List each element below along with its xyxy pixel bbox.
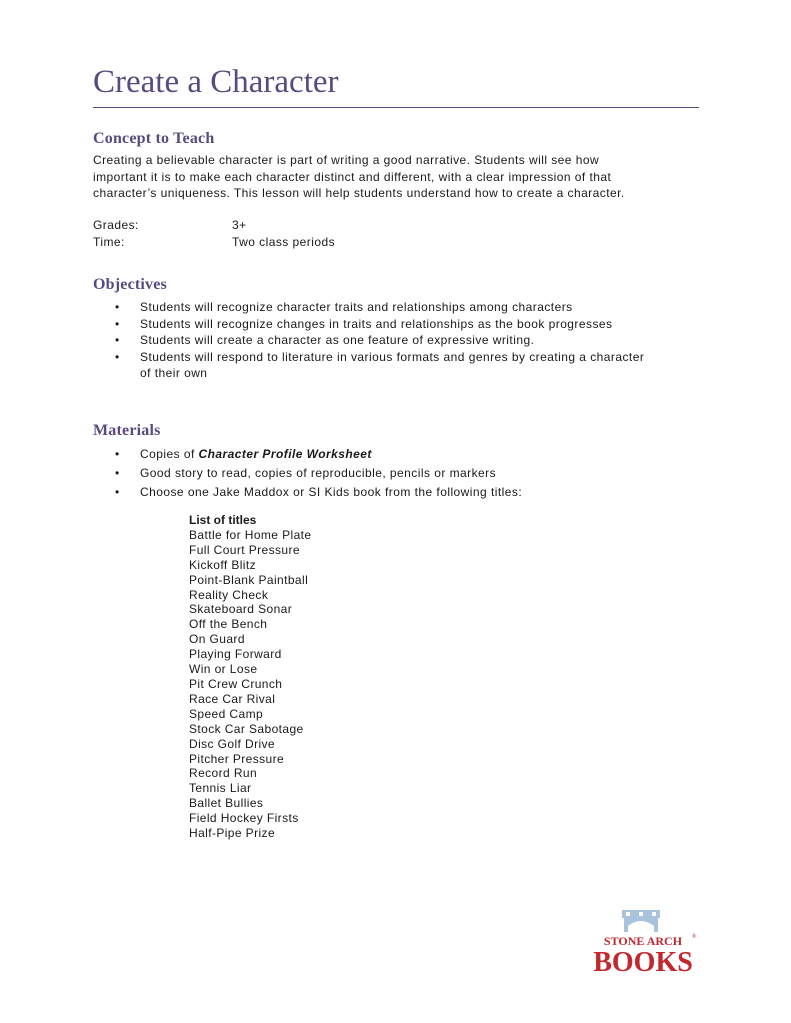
list-item: Playing Forward bbox=[189, 647, 282, 662]
bullet-icon: • bbox=[115, 349, 120, 364]
bullet-icon: • bbox=[115, 333, 120, 347]
bullet-icon: • bbox=[115, 447, 120, 461]
page-title: Create a Character bbox=[93, 64, 339, 100]
list-item: Off the Bench bbox=[189, 617, 268, 632]
grades-value: 3+ bbox=[232, 218, 247, 232]
logo-registered-mark: ® bbox=[691, 934, 697, 940]
list-item: • Choose one Jake Maddox or SI Kids book from the following titles: bbox=[93, 483, 713, 502]
materials-heading: Materials bbox=[93, 422, 161, 439]
materials-list bbox=[93, 445, 713, 501]
objectives-list bbox=[93, 299, 713, 382]
list-item: • Students will respond to literature in various formats and genres by creating a character of their own bbox=[115, 349, 645, 380]
concept-line: character’s uniqueness. This lesson will help students understand how to create a character. bbox=[93, 186, 625, 200]
objectives-heading: Objectives bbox=[93, 276, 167, 293]
list-item: • Good story to read, copies of reproducible, pencils or markers bbox=[93, 464, 713, 483]
time-value: Two class periods bbox=[232, 235, 336, 249]
list-item: Point-Blank Paintball bbox=[189, 572, 309, 587]
list-item: Full Court Pressure bbox=[189, 542, 300, 557]
bullet-icon: • bbox=[115, 300, 120, 314]
concept-heading: Concept to Teach bbox=[93, 130, 215, 147]
worksheet-title: Character Profile Worksheet bbox=[198, 447, 372, 461]
arch-icon bbox=[622, 910, 660, 932]
stone-arch-books-logo bbox=[588, 910, 698, 974]
list-item: Tennis Liar bbox=[189, 781, 252, 796]
list-item: Reality Check bbox=[189, 587, 269, 602]
bullet-icon: • bbox=[115, 465, 120, 480]
list-item: Disc Golf Drive bbox=[189, 736, 276, 751]
list-item: Speed Camp bbox=[189, 706, 264, 721]
concept-paragraph bbox=[93, 152, 693, 202]
list-item: Pitcher Pressure bbox=[189, 751, 285, 766]
list-item: • Students will recognize changes in traits and relationships as the book progresses bbox=[115, 316, 613, 331]
list-item: Kickoff Blitz bbox=[189, 557, 256, 572]
list-item: • Students will create a character as one feature of expressive writing. bbox=[115, 333, 535, 347]
logo-line1: STONE ARCH bbox=[603, 934, 683, 948]
title-divider bbox=[93, 107, 699, 108]
list-item: Stock Car Sabotage bbox=[189, 721, 304, 736]
list-item: • Copies of Character Profile Worksheet bbox=[93, 445, 713, 464]
titles-list bbox=[189, 513, 311, 841]
list-item: Skateboard Sonar bbox=[189, 602, 293, 617]
list-item: Pit Crew Crunch bbox=[189, 676, 283, 691]
bullet-icon: • bbox=[115, 484, 120, 499]
list-item: Win or Lose bbox=[189, 662, 258, 677]
list-item: Field Hockey Firsts bbox=[189, 811, 299, 826]
grades-label: Grades: bbox=[93, 218, 139, 232]
list-item: On Guard bbox=[189, 632, 245, 647]
list-item: • Students will recognize character traits and relationships among characters bbox=[115, 300, 573, 314]
list-item: Battle for Home Plate bbox=[189, 527, 312, 542]
concept-line: important it is to make each character distinct and different, with a clear impression of that bbox=[93, 169, 612, 184]
concept-line: Creating a believable character is part of writing a good narrative. Students will see how bbox=[93, 153, 600, 167]
titles-heading: List of titles bbox=[189, 513, 257, 527]
list-item: Ballet Bullies bbox=[189, 796, 264, 811]
logo-line2: BOOKS bbox=[593, 947, 693, 974]
list-item: Race Car Rival bbox=[189, 691, 276, 706]
bullet-icon: • bbox=[115, 316, 120, 331]
list-item: Half-Pipe Prize bbox=[189, 826, 276, 841]
time-label: Time: bbox=[93, 235, 125, 249]
list-item: Record Run bbox=[189, 766, 258, 781]
